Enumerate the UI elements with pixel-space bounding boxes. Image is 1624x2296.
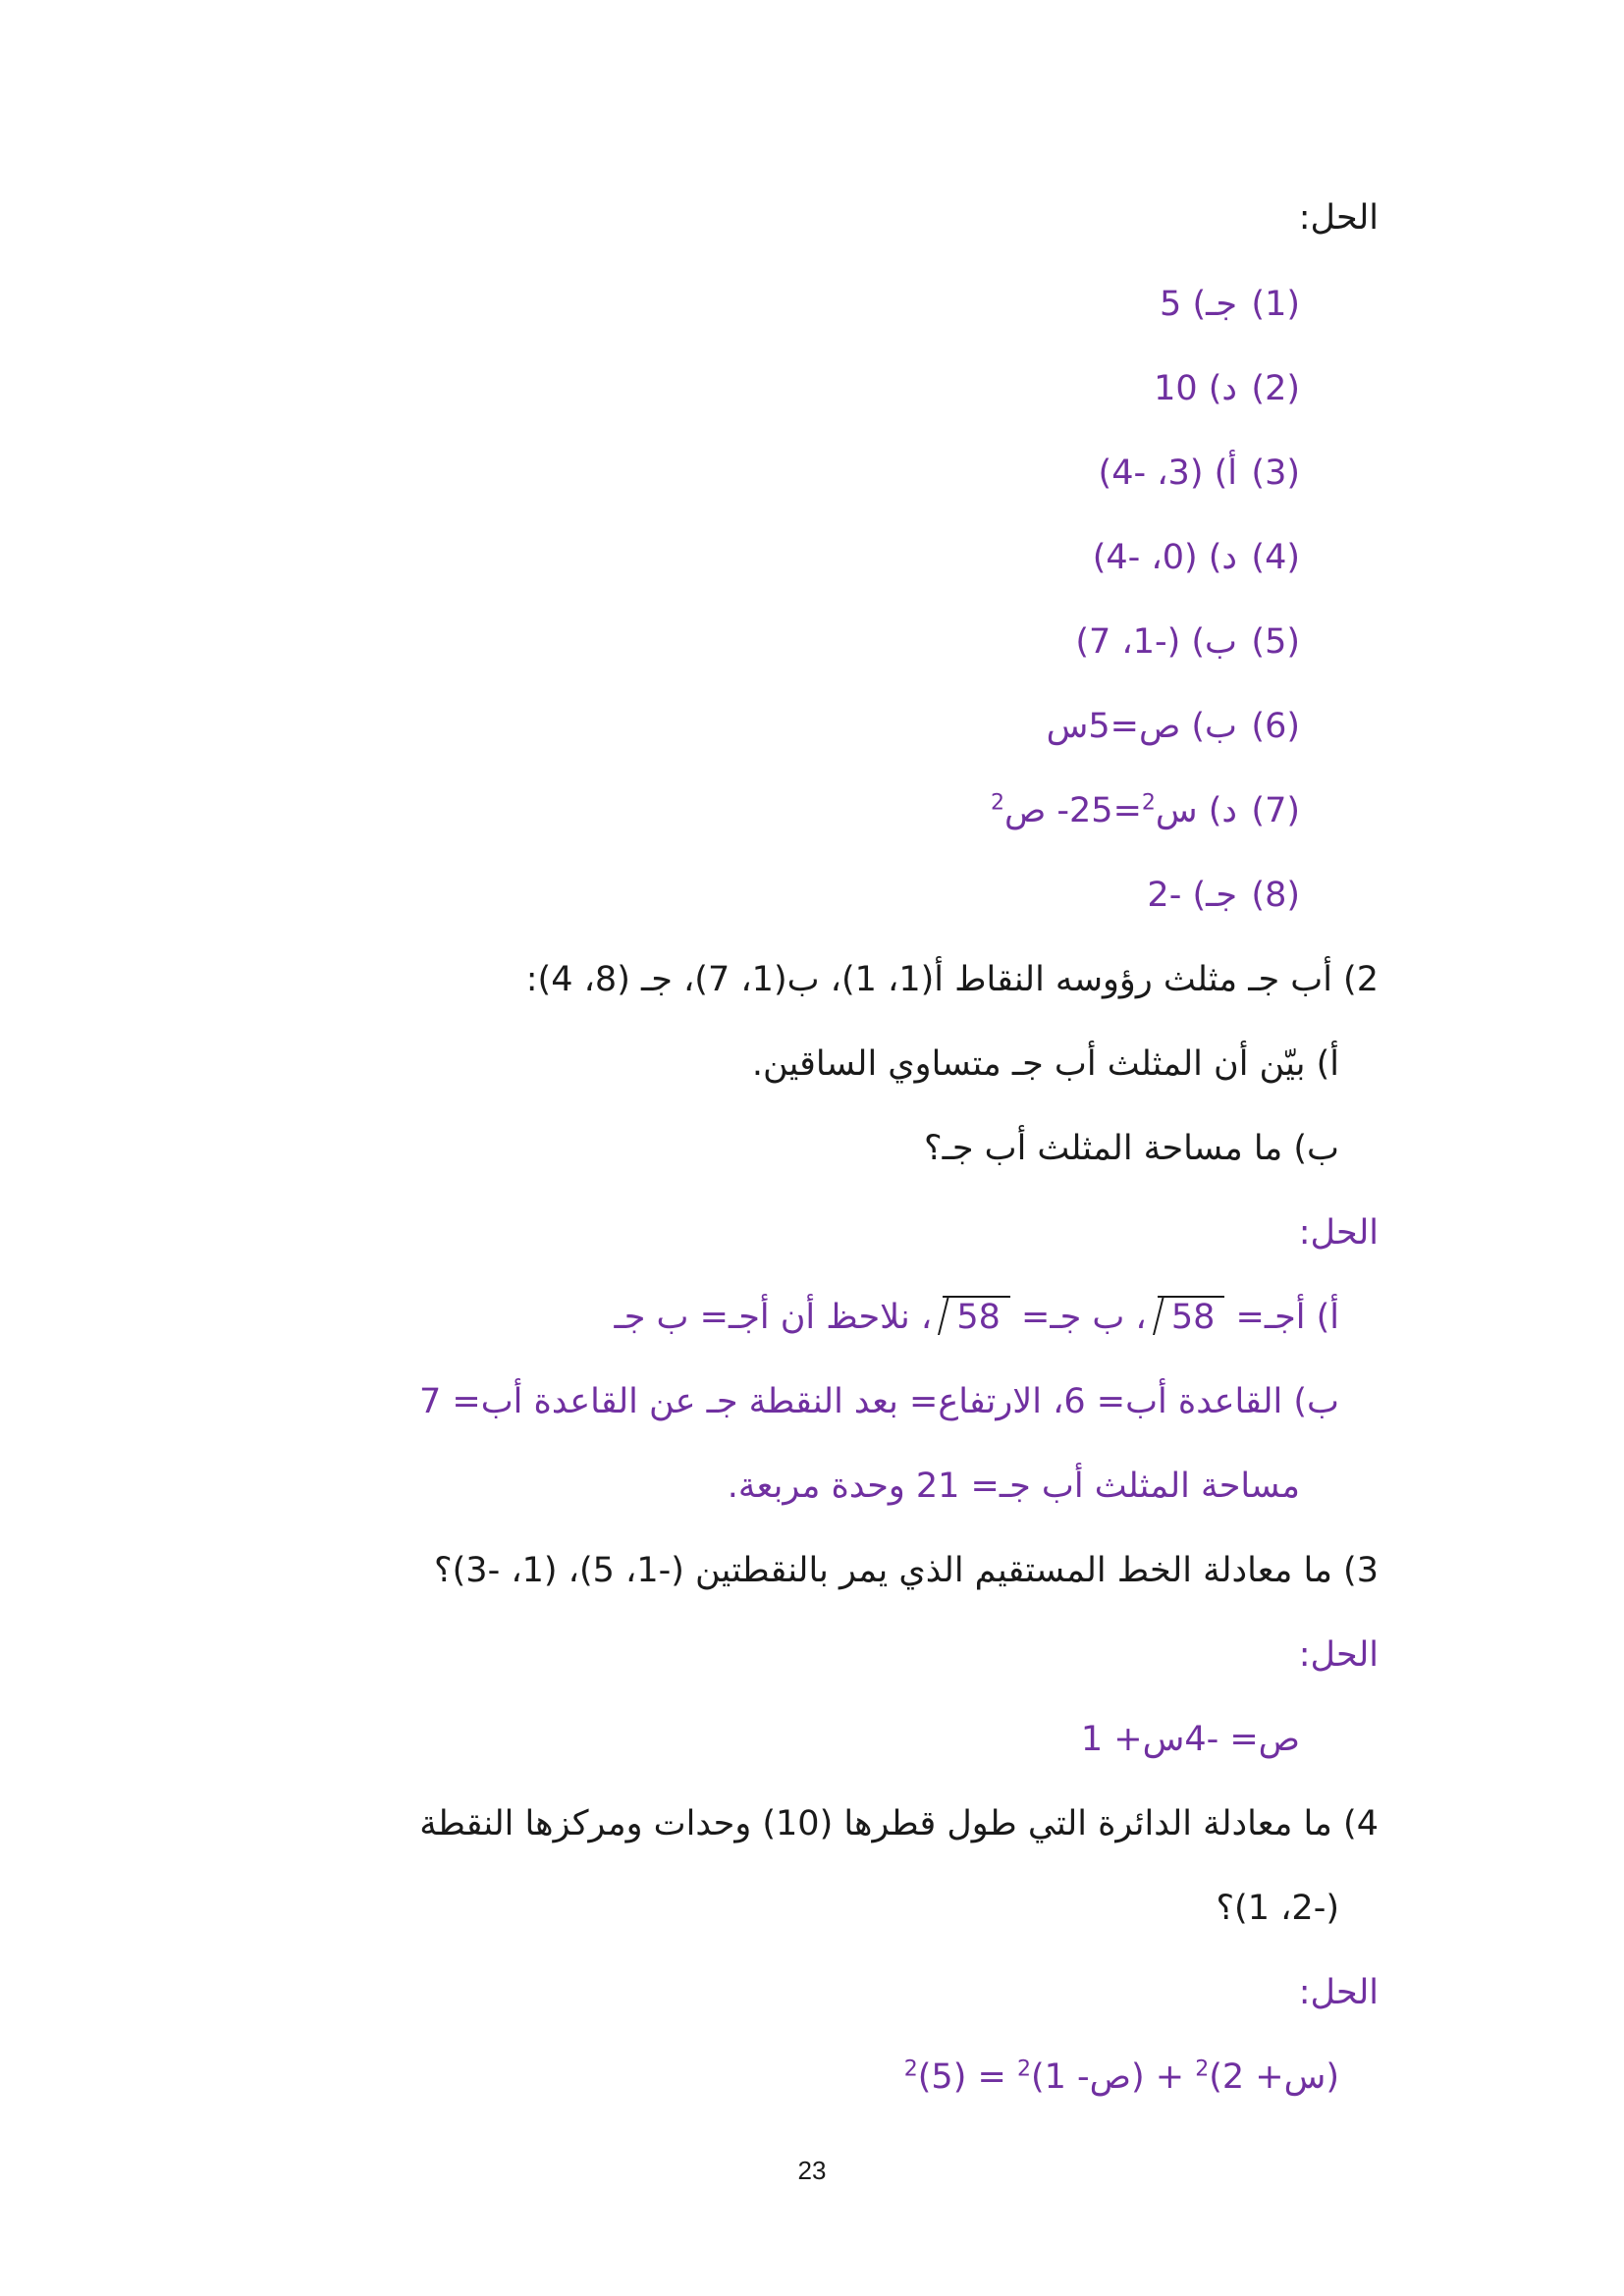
q3-answer: ص= -4س+ 1 [1080,1720,1300,1759]
answer-item [1075,618,1300,666]
q2-solution-a-suffix: ، نلاحظ أن أجـ= ب جـ [614,1298,933,1337]
question-2: 2) أب جـ مثلث رؤوسه النقاط أ(1، 1)، ب(1، 7)، جـ (8، 4): [525,960,1379,999]
answer-item [1154,365,1300,412]
answer-text: د) 10 [1154,369,1237,408]
answer-text: أ) (3، -4) [1098,454,1237,493]
answer-number: (4) [1251,538,1300,577]
solution-label: الحل: [1298,198,1379,238]
exponent: 2 [1141,790,1156,816]
question-4: 4) ما معادلة الدائرة التي طول قطرها (10) وحدات ومركزها النقطة [419,1804,1379,1843]
answer-number: (8) [1251,876,1300,915]
radicand: 58 [1170,1298,1216,1337]
answer-number: (3) [1251,454,1300,493]
equation-part: (س+ 2) [1209,2057,1339,2097]
answer-text: ب) ص=5س [1046,707,1237,746]
answer-item [991,787,1300,834]
answer-item [1099,450,1300,497]
q2-solution-a-prefix: أ) أجـ= [1235,1298,1339,1337]
answer-number: (1) [1251,285,1300,324]
radicand: 58 [956,1298,1001,1337]
question-3: 3) ما معادلة الخط المستقيم الذي يمر بالنقطتين (-1، 5)، (1، -3)؟ [434,1551,1379,1590]
answer-item [1093,534,1300,581]
answer-item [1147,872,1300,919]
q2-solution-a [615,1294,1339,1341]
answer-text: جـ) 5 [1160,285,1237,324]
answer-text: ب) (-1، 7) [1075,622,1237,662]
q2-solution-a-mid: ، ب جـ= [1021,1298,1147,1337]
exponent: 2 [903,2056,918,2082]
equation-part: = (5) [917,2057,1006,2097]
answer-item [1047,703,1300,750]
question-2-part-a: أ) بيّن أن المثلث أب جـ متساوي الساقين. [751,1044,1339,1084]
answer-number: (6) [1251,707,1300,746]
answer-number: (2) [1251,369,1300,408]
answer-number: (5) [1251,622,1300,662]
equation-part: + (ص- 1) [1030,2057,1185,2097]
q2-solution-area: مساحة المثلث أب جـ= 21 وحدة مربعة. [727,1467,1300,1506]
answer-text: د) (0، -4) [1092,538,1237,577]
exponent: 2 [1195,2056,1210,2082]
page-number: 23 [797,2156,827,2185]
answer-text: جـ) -2 [1147,876,1237,915]
answer-text-b: =25- ص [1003,791,1142,830]
exponent: 2 [990,790,1004,816]
square-root [1158,1294,1225,1341]
answer-number: (7) [1251,791,1300,830]
solution-label: الحل: [1298,1213,1379,1253]
question-2-part-b: ب) ما مساحة المثلث أب جـ؟ [924,1129,1339,1168]
square-root [943,1294,1010,1341]
q4-answer [904,2054,1339,2101]
solution-label: الحل: [1298,1973,1379,2012]
answer-text-a: د) س [1155,791,1237,830]
answer-item [1160,281,1300,328]
question-4-continued: (-2، 1)؟ [1216,1889,1339,1928]
exponent: 2 [1016,2056,1031,2082]
q2-solution-b: ب) القاعدة أب= 6، الارتفاع= بعد النقطة جـ عن القاعدة أب= 7 [418,1382,1339,1421]
solution-label: الحل: [1298,1635,1379,1675]
